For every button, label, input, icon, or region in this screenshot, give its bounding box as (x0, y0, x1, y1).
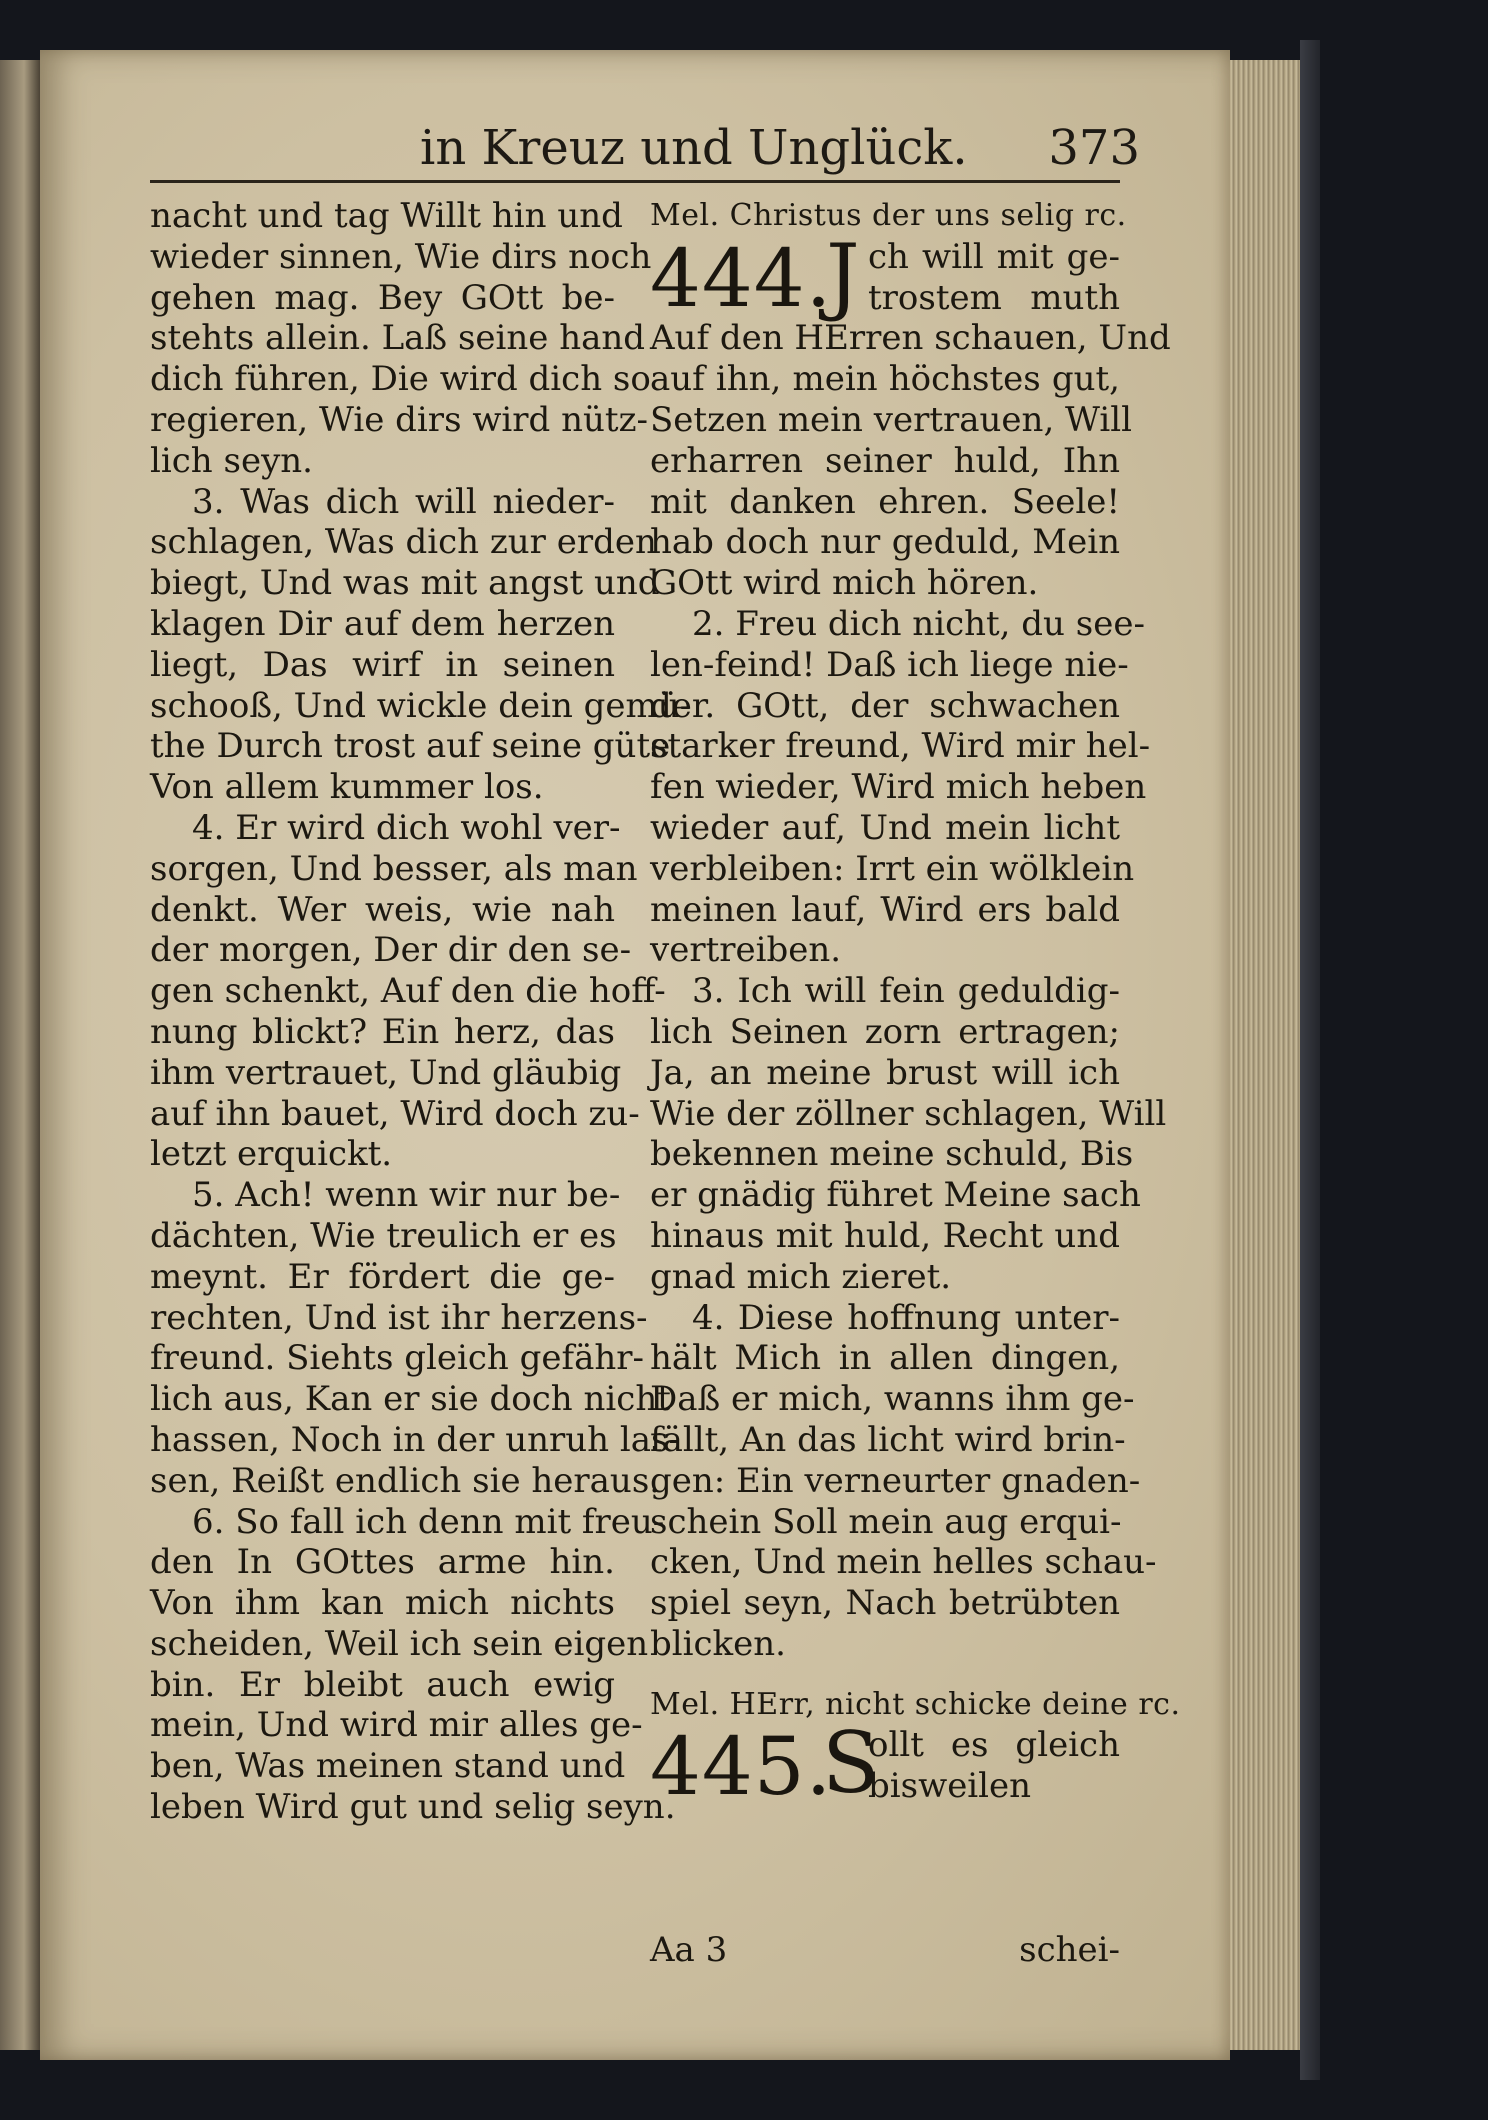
text-line: erharren seiner huld, Ihn (650, 440, 1120, 481)
text-line: lich aus, Kan er sie doch nicht (150, 1379, 671, 1420)
text-line: biegt, Und was mit angst und (150, 563, 660, 604)
text-line: bekennen meine schuld, Bis (650, 1134, 1134, 1175)
page-block-edges (1230, 60, 1300, 2050)
text-line: ch will mit ge- (868, 236, 1120, 277)
text-line: ben, Was meinen stand und (150, 1746, 626, 1787)
text-line: letzt erquickt. (150, 1134, 393, 1175)
text-line: der morgen, Der dir den se- (150, 930, 632, 971)
text-line: hinaus mit huld, Recht und (650, 1215, 1120, 1256)
verse-start-line: 3. Was dich will nieder- (192, 481, 615, 522)
text-line: verbleiben: Irrt ein wölklein (650, 848, 1135, 889)
text-line: klagen Dir auf dem herzen (150, 603, 615, 644)
drop-initial: S (822, 1714, 880, 1813)
text-line: liegt, Das wirf in seinen (150, 644, 615, 685)
text-line: schlagen, Was dich zur erden (150, 522, 657, 563)
text-line: dich führen, Die wird dich so (150, 359, 651, 400)
page-footer (650, 1930, 1120, 1971)
text-line: gen: Ein verneurter gnaden- (650, 1460, 1141, 1501)
text-line: meynt. Er fördert die ge- (150, 1256, 615, 1297)
text-line: len-feind! Daß ich liege nie- (650, 644, 1129, 685)
text-line: gehen mag. Bey GOtt be- (150, 277, 615, 318)
text-line: ihm vertrauet, Und gläubig (150, 1052, 622, 1093)
text-line: auf ihn bauet, Wird doch zu- (150, 1093, 640, 1134)
text-line: wieder auf, Und mein licht (650, 807, 1120, 848)
text-line: den In GOttes arme hin. (150, 1542, 615, 1583)
catchword: schei- (1019, 1930, 1120, 1970)
right-column (650, 196, 1181, 1814)
facing-page-edge (0, 60, 40, 2050)
text-line: fällt, An das licht wird brin- (650, 1419, 1126, 1460)
verse-start-line: 3. Ich will fein geduldig- (692, 971, 1120, 1012)
text-line: sorgen, Und besser, als man (150, 848, 638, 889)
text-line: ollt es gleich (868, 1725, 1120, 1766)
text-line: the Durch trost auf seine güte (150, 726, 671, 767)
text-line: scheiden, Weil ich sein eigen (150, 1623, 649, 1664)
text-line: mein, Und wird mir alles ge- (150, 1705, 643, 1746)
text-line: gen schenkt, Auf den die hoff- (150, 971, 666, 1012)
text-line: starker freund, Wird mir hel- (650, 726, 1151, 767)
text-line: regieren, Wie dirs wird nütz- (150, 399, 648, 440)
hymn-444-opening (650, 225, 1120, 325)
verse-start-line: 4. Er wird dich wohl ver- (192, 807, 621, 848)
text-line: wieder sinnen, Wie dirs noch (150, 236, 652, 277)
text-line: Von allem kummer los. (150, 767, 544, 808)
text-line: Daß er mich, wanns ihm ge- (650, 1379, 1135, 1420)
text-line: lich seyn. (150, 440, 313, 481)
text-line: stehts allein. Laß seine hand (150, 318, 646, 359)
text-line: Setzen mein vertrauen, Will (650, 399, 1133, 440)
text-line: meinen lauf, Wird ers bald (650, 889, 1120, 930)
text-line: Auf den HErren schauen, Und (650, 318, 1171, 359)
page-number: 373 (1048, 120, 1140, 176)
text-line: bin. Er bleibt auch ewig (150, 1664, 615, 1705)
text-line: er gnädig führet Meine sach (650, 1175, 1141, 1216)
text-line: auf ihn, mein höchstes gut, (650, 359, 1120, 400)
header-rule (150, 180, 1120, 183)
text-line: rechten, Und ist ihr herzens- (150, 1297, 648, 1338)
text-line: GOtt wird mich hören. (650, 563, 1039, 604)
text-line: dächten, Wie treulich er es (150, 1215, 617, 1256)
text-line: fen wieder, Wird mich heben (650, 767, 1147, 808)
text-line: Ja, an meine brust will ich (650, 1052, 1120, 1093)
text-line: nung blickt? Ein herz, das (150, 1011, 615, 1052)
text-line: spiel seyn, Nach betrübten (650, 1583, 1120, 1624)
left-column (150, 196, 692, 1828)
text-line: Von ihm kan mich nichts (150, 1583, 615, 1624)
drop-initial: J (826, 225, 860, 324)
text-line: lich Seinen zorn ertragen; (650, 1011, 1120, 1052)
text-line: gnad mich zieret. (650, 1256, 952, 1297)
text-line: leben Wird gut und selig seyn. (150, 1787, 676, 1828)
book-cover-edge (1300, 40, 1320, 2080)
hymn-445-opening (650, 1714, 1120, 1814)
text-line: hassen, Noch in der unruh las- (150, 1419, 680, 1460)
text-line: trostem muth (868, 277, 1120, 318)
text-line: denkt. Wer weis, wie nah (150, 889, 615, 930)
text-line: schein Soll mein aug erqui- (650, 1501, 1122, 1542)
melody-note: Mel. Christus der uns selig rc. (650, 198, 1127, 233)
verse-start-line: 5. Ach! wenn wir nur be- (192, 1175, 621, 1216)
verse-start-line: 6. So fall ich denn mit freu- (192, 1501, 665, 1542)
text-line: vertreiben. (650, 930, 842, 971)
text-line: der. GOtt, der schwachen (650, 685, 1120, 726)
text-line: schooß, Und wickle dein gemü- (150, 685, 692, 726)
verse-start-line: 2. Freu dich nicht, du see- (692, 603, 1145, 644)
running-head: in Kreuz und Unglück. (420, 120, 968, 176)
text-line: hab doch nur geduld, Mein (650, 522, 1120, 563)
hymn-number: 445. (650, 1720, 833, 1814)
text-line: Wie der zöllner schlagen, Will (650, 1093, 1167, 1134)
text-line: blicken. (650, 1623, 786, 1664)
verse-start-line: 4. Diese hoffnung unter- (692, 1297, 1120, 1338)
text-line: bisweilen (868, 1766, 1032, 1807)
text-line: sen, Reißt endlich sie heraus. (150, 1460, 661, 1501)
text-line: nacht und tag Willt hin und (150, 196, 623, 236)
hymn-number: 444. (650, 231, 833, 325)
melody-note: Mel. HErr, nicht schicke deine rc. (650, 1686, 1181, 1722)
signature-mark: Aa 3 (650, 1930, 728, 1970)
text-line: cken, Und mein helles schau- (650, 1542, 1157, 1583)
spacer (650, 1665, 1120, 1685)
text-line: mit danken ehren. Seele! (650, 481, 1120, 522)
text-line: freund. Siehts gleich gefähr- (150, 1338, 644, 1379)
text-line: hält Mich in allen dingen, (650, 1338, 1120, 1379)
